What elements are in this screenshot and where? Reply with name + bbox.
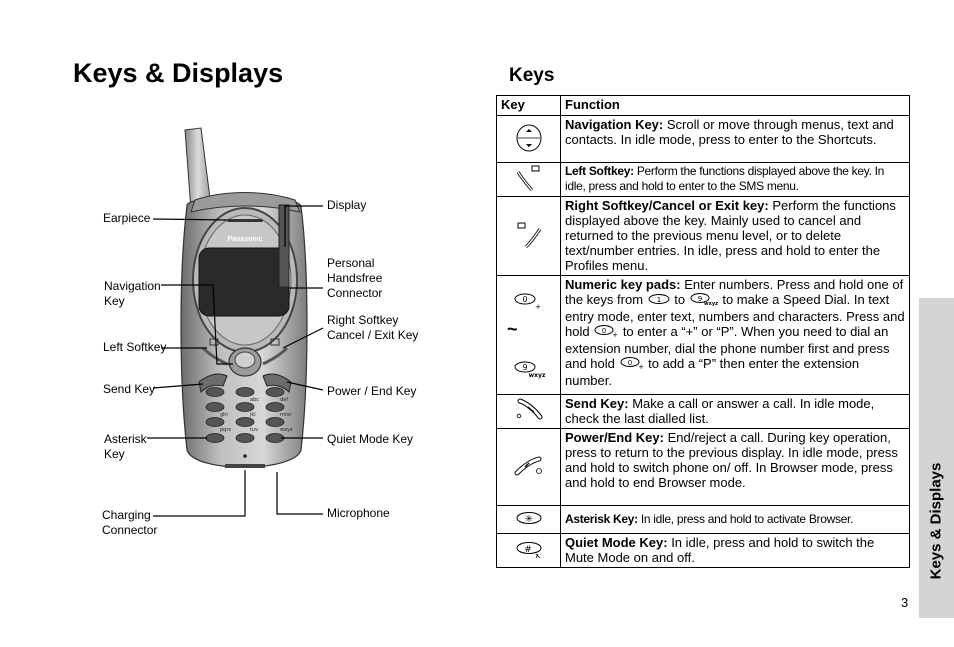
side-tab-label: Keys & Displays (927, 462, 945, 580)
nine-key-inline-icon (689, 292, 719, 309)
svg-text:9: 9 (522, 363, 528, 372)
send-key-icon (497, 395, 561, 429)
table-row (497, 506, 910, 534)
left-softkey-desc: Left Softkey: Perform the functions displayed above the key. In idle, press and hold to enter to the SMS menu. (561, 163, 910, 197)
nine-key-icon (513, 359, 547, 379)
label-power-end-key: Power / End Key (327, 384, 417, 398)
label-microphone: Microphone (327, 506, 390, 520)
svg-text:+: + (535, 303, 541, 310)
label-quiet-mode-key: Quiet Mode Key (327, 432, 414, 446)
label-charging-connector: Charging Connector (102, 508, 158, 537)
table-row (497, 534, 910, 568)
section-title: Keys (509, 65, 555, 86)
svg-text:0: 0 (601, 327, 607, 336)
svg-text:1: 1 (656, 296, 661, 305)
right-softkey-desc: Right Softkey/Cancel or Exit key: Perform the functions displayed above the key. Mainly used to cancel and returned to the previous menu level, or to delete text/number entries. In idle, press and hold to enter the Profiles menu. (561, 197, 910, 276)
quiet-mode-key-desc: Quiet Mode Key: In idle, press and hold to switch the Mute Mode on and off. (561, 534, 910, 568)
label-send-key: Send Key (103, 382, 156, 396)
svg-text:mno: mno (280, 412, 292, 418)
handsfree-connector (279, 205, 289, 287)
svg-text:ghi: ghi (220, 412, 228, 418)
svg-text:def: def (280, 397, 289, 403)
zero-key-inline-icon (619, 356, 645, 373)
svg-text:0: 0 (627, 359, 632, 368)
zero-key-inline-icon (593, 324, 619, 341)
earpiece-slot (227, 219, 263, 222)
svg-text:+: + (637, 363, 644, 371)
table-row (497, 116, 910, 163)
svg-text:wxyz: wxyz (528, 372, 546, 379)
right-softkey-icon (497, 197, 561, 276)
svg-text:9: 9 (697, 295, 702, 304)
one-key-icon (647, 293, 671, 308)
label-display: Display (327, 198, 367, 212)
phone-diagram (95, 120, 435, 550)
label-right-softkey: Right Softkey Cancel / Exit Key (327, 313, 419, 342)
power-end-key-icon (497, 429, 561, 506)
header-function: Function (561, 96, 910, 116)
svg-text:+: + (612, 331, 619, 339)
numeric-keypad-icon (497, 276, 561, 395)
quiet-mode-key-icon (497, 534, 561, 568)
label-asterisk-key: Asterisk Key (104, 432, 147, 461)
svg-text:tuv: tuv (250, 427, 259, 433)
navigation-key-icon (497, 116, 561, 163)
keys-table (496, 95, 910, 568)
display-screen (199, 248, 289, 316)
side-tab (919, 298, 954, 618)
microphone-hole (243, 454, 247, 458)
table-row (497, 395, 910, 429)
table-header-row (497, 96, 910, 116)
numeric-keypad-desc: Numeric key pads: Enter numbers. Press and hold one of the keys from 1 to 9 wxyz to make a Speed Dial. In text entry mode, enter text, numbers and characters. Press and hold 0 + to enter a “+” or “P”. When you need to dial an extension number, dial the phone number first and press and hold 0 + to add a “P” then enter the extension number. (561, 276, 910, 395)
table-row (497, 429, 910, 506)
range-tilde: ~ (507, 319, 518, 339)
navigation-key-desc: Navigation Key: Scroll or move through menus, text and contacts. In idle mode, press to enter to the Shortcuts. (561, 116, 910, 163)
svg-text:0: 0 (522, 295, 528, 304)
table-row (497, 163, 910, 197)
brand-logo: Panasonic (227, 236, 263, 243)
power-end-key-desc: Power/End Key: End/reject a call. During key operation, press to return to the previous display. In idle mode, press and hold to switch phone on/ off. In Browser mode, press and hold to end Browser mode. (561, 429, 910, 506)
label-earpiece: Earpiece (103, 211, 151, 225)
send-key-desc: Send Key: Make a call or answer a call. In idle mode, check the last dialled list. (561, 395, 910, 429)
svg-text:✳: ✳ (524, 514, 533, 525)
svg-text:wxyz: wxyz (703, 301, 718, 307)
svg-text:#: # (523, 545, 532, 555)
label-navigation-key: Navigation Key (104, 279, 161, 308)
left-softkey-icon (497, 163, 561, 197)
svg-text:pqrs: pqrs (220, 427, 232, 433)
svg-text:abc: abc (250, 397, 259, 403)
asterisk-key-icon (497, 506, 561, 534)
table-row (497, 197, 910, 276)
asterisk-key-desc: Asterisk Key: In idle, press and hold to activate Browser. (561, 506, 910, 534)
table-row (497, 276, 910, 395)
header-key: Key (497, 96, 561, 116)
label-personal-handsfree: Personal Handsfree Connector (327, 256, 383, 300)
label-left-softkey: Left Softkey (103, 340, 167, 354)
zero-key-icon (513, 290, 543, 310)
svg-text:wxyz: wxyz (280, 427, 293, 433)
svg-text:jkl: jkl (250, 412, 256, 418)
page-title: Keys & Displays (73, 58, 284, 88)
page-number: 3 (901, 595, 909, 610)
charging-port (225, 464, 265, 468)
